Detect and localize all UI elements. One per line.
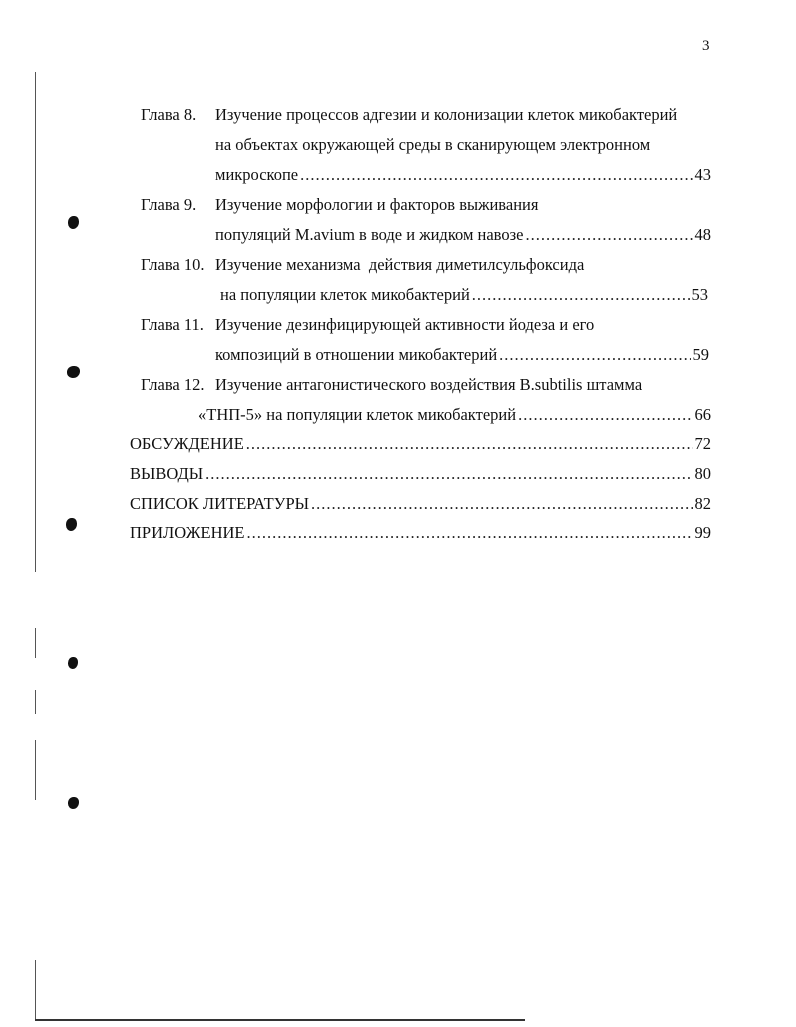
toc-ch11-title-line2: композиций в отношении микобактерий xyxy=(215,345,498,364)
punch-hole-mark xyxy=(67,366,80,378)
toc-ch11-page: 59 xyxy=(692,345,709,364)
scan-edge-line xyxy=(35,628,36,658)
toc-entry-ch10[interactable] xyxy=(220,285,708,305)
page-number: 3 xyxy=(702,38,710,54)
toc-entry-ch9[interactable] xyxy=(215,225,711,245)
dot-leader xyxy=(311,494,692,514)
toc-ch11-title-line1: Изучение дезинфицирующей активности йодеза и его xyxy=(215,315,595,334)
toc-ch10-page: 53 xyxy=(691,285,708,304)
scan-edge-line xyxy=(35,960,36,1020)
toc-ch10-title-line2: на популяции клеток микобактерий xyxy=(220,285,470,304)
toc-conclusions-title: ВЫВОДЫ xyxy=(130,464,204,483)
toc-ch10-title-line1: Изучение механизма действия диметилсульфоксида xyxy=(215,255,585,274)
dot-leader xyxy=(472,285,690,305)
toc-appendix-page: 99 xyxy=(694,523,711,542)
toc-discussion-page: 72 xyxy=(694,434,711,453)
toc-conclusions-page: 80 xyxy=(694,464,711,483)
dot-leader xyxy=(246,434,693,454)
toc-ch12-title-line2: «ТНП-5» на популяции клеток микобактерий xyxy=(198,405,517,424)
toc-ch9-title-line2: популяций M.avium в воде и жидком навозе xyxy=(215,225,524,244)
toc-entry-ch12[interactable] xyxy=(198,405,711,425)
punch-hole-mark xyxy=(68,797,79,809)
dot-leader xyxy=(499,345,690,365)
toc-ch9-title-line1: Изучение морфологии и факторов выживания xyxy=(215,195,539,214)
toc-ch8-page: 43 xyxy=(694,165,711,184)
toc-ch12-page: 66 xyxy=(694,405,711,424)
toc-ch10-label: Глава 10. xyxy=(141,255,205,274)
punch-hole-mark xyxy=(68,657,78,669)
dot-leader xyxy=(300,165,692,185)
dot-leader xyxy=(525,225,692,245)
scan-edge-line xyxy=(35,690,36,714)
toc-ch8-title-line3: микроскопе xyxy=(215,165,299,184)
toc-ch8-label: Глава 8. xyxy=(141,105,197,124)
toc-ch12-title-line1: Изучение антагонистического воздействия B.subtilis штамма xyxy=(215,375,643,394)
toc-ch11-label: Глава 11. xyxy=(141,315,204,334)
toc-entry-references[interactable] xyxy=(130,494,711,514)
toc-entry-discussion[interactable] xyxy=(130,434,711,454)
punch-hole-mark xyxy=(66,518,77,531)
toc-ch9-page: 48 xyxy=(694,225,711,244)
toc-ch8-title-line1: Изучение процессов адгезии и колонизации клеток микобактерий xyxy=(215,105,678,124)
dot-leader xyxy=(246,523,692,543)
toc-entry-appendix[interactable] xyxy=(130,523,711,543)
toc-references-page: 82 xyxy=(694,494,711,513)
scan-edge-line xyxy=(35,740,36,800)
dot-leader xyxy=(205,464,692,484)
toc-ch12-label: Глава 12. xyxy=(141,375,205,394)
toc-ch8-title-line2: на объектах окружающей среды в сканирующем электронном xyxy=(215,135,651,154)
dot-leader xyxy=(518,405,692,425)
toc-references-title: СПИСОК ЛИТЕРАТУРЫ xyxy=(130,494,310,513)
toc-ch9-label: Глава 9. xyxy=(141,195,197,214)
toc-entry-ch8[interactable] xyxy=(215,165,711,185)
toc-entry-conclusions[interactable] xyxy=(130,464,711,484)
toc-entry-ch11[interactable] xyxy=(215,345,709,365)
toc-appendix-title: ПРИЛОЖЕНИЕ xyxy=(130,523,245,542)
scan-edge-line xyxy=(35,72,36,572)
toc-discussion-title: ОБСУЖДЕНИЕ xyxy=(130,434,244,453)
scan-bottom-line xyxy=(35,1019,525,1021)
punch-hole-mark xyxy=(68,216,79,229)
